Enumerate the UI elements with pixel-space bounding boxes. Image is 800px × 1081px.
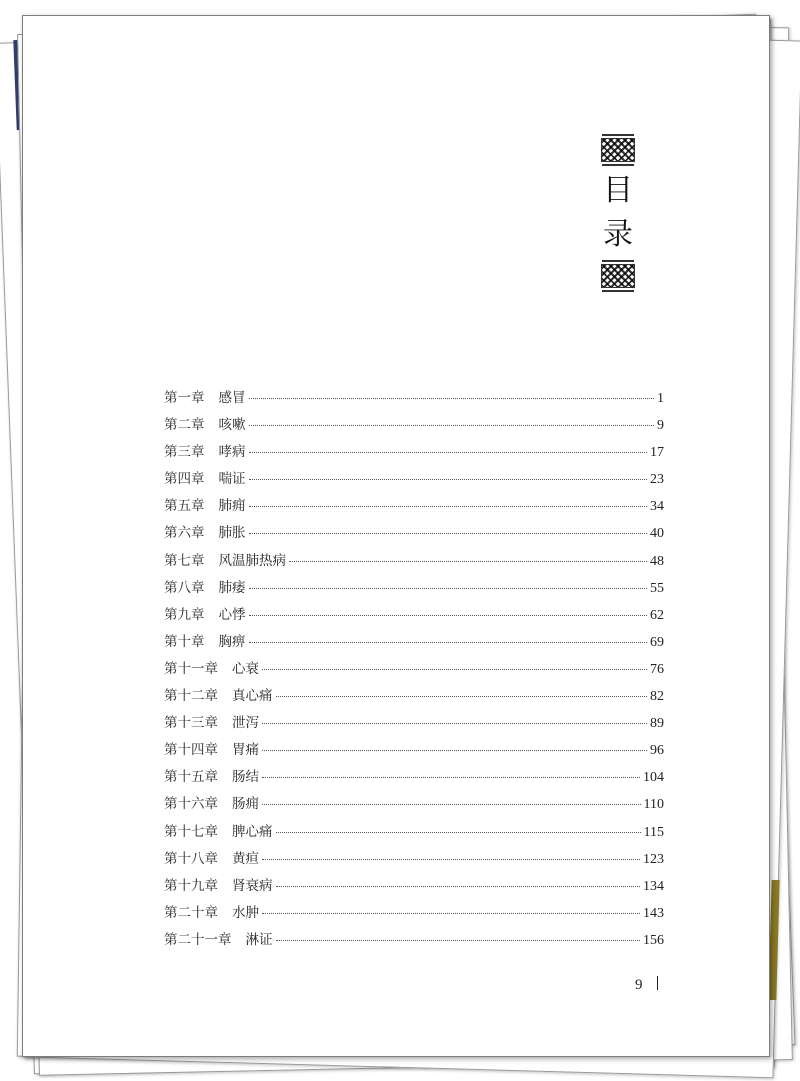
- chapter-title: 感冒: [218, 390, 246, 406]
- chapter-page: 110: [643, 797, 664, 813]
- chapter-page: 9: [657, 418, 664, 434]
- chapter-number: 第三章: [164, 444, 205, 461]
- chapter-number: 第八章: [164, 579, 205, 596]
- document-page: [22, 15, 770, 1057]
- toc-entry[interactable]: [164, 657, 664, 684]
- dot-leader: [262, 804, 641, 805]
- dot-leader: [276, 832, 641, 833]
- chapter-title: 咳嗽: [218, 417, 246, 434]
- dot-leader: [262, 777, 640, 778]
- table-of-contents: [164, 386, 664, 955]
- folio-rule: [657, 976, 658, 990]
- contents-heading: [601, 138, 635, 288]
- chapter-page: 134: [643, 878, 664, 894]
- chapter-page: 55: [650, 580, 664, 596]
- chapter-number: 第十五章: [164, 769, 218, 786]
- dot-leader: [249, 425, 655, 426]
- chapter-number: 第二十一章: [164, 931, 232, 948]
- toc-entry[interactable]: [164, 684, 664, 711]
- chapter-title: 肾衰病: [232, 877, 273, 894]
- chapter-title: 肠结: [232, 769, 259, 786]
- chapter-title: 肺痈: [218, 498, 246, 515]
- toc-entry[interactable]: [164, 549, 664, 576]
- chapter-title: 真心痛: [232, 688, 273, 705]
- chapter-title: 淋证: [245, 931, 273, 948]
- dot-leader: [262, 723, 647, 724]
- chapter-number: 第一章: [164, 390, 205, 406]
- toc-entry[interactable]: [164, 413, 664, 440]
- toc-entry[interactable]: [164, 928, 664, 955]
- folio-number: 9: [635, 977, 643, 993]
- chapter-page: 123: [643, 851, 664, 867]
- toc-entry[interactable]: [164, 440, 664, 467]
- ornament-bottom-icon: [601, 264, 635, 288]
- chapter-page: 62: [650, 607, 664, 623]
- chapter-number: 第十章: [164, 633, 205, 650]
- chapter-title: 肠痈: [232, 796, 259, 813]
- dot-leader: [276, 886, 641, 887]
- chapter-number: 第七章: [164, 552, 205, 569]
- chapter-title: 胃痛: [232, 742, 259, 759]
- chapter-title: 胸痹: [218, 633, 246, 650]
- page-number: [635, 976, 658, 994]
- chapter-page: 82: [650, 689, 664, 705]
- toc-entry[interactable]: [164, 576, 664, 603]
- chapter-number: 第十九章: [164, 877, 218, 894]
- dot-leader: [249, 615, 648, 616]
- toc-entry[interactable]: [164, 467, 664, 494]
- chapter-page: 76: [650, 661, 664, 677]
- toc-entry[interactable]: [164, 901, 664, 928]
- chapter-title: 肺胀: [218, 525, 246, 542]
- chapter-number: 第十四章: [164, 742, 218, 759]
- toc-entry[interactable]: [164, 765, 664, 792]
- chapter-title: 心悸: [218, 606, 246, 623]
- chapter-number: 第十七章: [164, 823, 218, 840]
- toc-entry[interactable]: [164, 386, 664, 413]
- toc-entry[interactable]: [164, 521, 664, 548]
- dot-leader: [262, 859, 640, 860]
- chapter-number: 第九章: [164, 606, 205, 623]
- chapter-page: 89: [650, 716, 664, 732]
- chapter-number: 第四章: [164, 471, 205, 488]
- dot-leader: [249, 452, 648, 453]
- chapter-page: 1: [657, 391, 664, 406]
- chapter-title: 泄泻: [232, 715, 259, 732]
- dot-leader: [249, 642, 648, 643]
- chapter-number: 第二十章: [164, 904, 218, 921]
- chapter-number: 第五章: [164, 498, 205, 515]
- chapter-title: 风温肺热病: [218, 552, 286, 569]
- chapter-page: 23: [650, 472, 664, 488]
- heading-char: 目: [603, 173, 633, 208]
- dot-leader: [249, 588, 648, 589]
- chapter-title: 哮病: [218, 444, 246, 461]
- chapter-number: 第十一章: [164, 660, 218, 677]
- toc-entry[interactable]: [164, 738, 664, 765]
- chapter-page: 40: [650, 526, 664, 542]
- dot-leader: [262, 750, 647, 751]
- chapter-title: 喘证: [218, 471, 246, 488]
- toc-entry[interactable]: [164, 847, 664, 874]
- toc-entry[interactable]: [164, 630, 664, 657]
- chapter-number: 第六章: [164, 525, 205, 542]
- dot-leader: [276, 940, 641, 941]
- chapter-page: 104: [643, 770, 664, 786]
- toc-entry[interactable]: [164, 711, 664, 738]
- ornament-top-icon: [601, 138, 635, 162]
- heading-char: 录: [603, 217, 633, 252]
- chapter-number: 第十二章: [164, 688, 218, 705]
- chapter-title: 肺痿: [218, 579, 246, 596]
- chapter-page: 69: [650, 634, 664, 650]
- toc-entry[interactable]: [164, 874, 664, 901]
- chapter-title: 黄疸: [232, 850, 259, 867]
- dot-leader: [262, 669, 647, 670]
- toc-entry[interactable]: [164, 603, 664, 630]
- chapter-number: 第十六章: [164, 796, 218, 813]
- dot-leader: [249, 506, 648, 507]
- chapter-number: 第十八章: [164, 850, 218, 867]
- chapter-title: 水肿: [232, 904, 259, 921]
- chapter-page: 34: [650, 499, 664, 515]
- dot-leader: [249, 479, 648, 480]
- dot-leader: [249, 533, 648, 534]
- chapter-page: 48: [650, 553, 664, 569]
- toc-entry[interactable]: [164, 820, 664, 847]
- chapter-title: 心衰: [232, 660, 259, 677]
- dot-leader: [276, 696, 648, 697]
- chapter-number: 第二章: [164, 417, 205, 434]
- dot-leader: [249, 398, 655, 399]
- chapter-page: 143: [643, 905, 664, 921]
- chapter-page: 115: [643, 824, 664, 840]
- toc-entry[interactable]: [164, 792, 664, 819]
- chapter-page: 96: [650, 743, 664, 759]
- toc-entry[interactable]: [164, 494, 664, 521]
- chapter-title: 脾心痛: [232, 823, 273, 840]
- dot-leader: [289, 561, 647, 562]
- chapter-page: 17: [650, 445, 664, 461]
- chapter-page: 156: [643, 932, 664, 948]
- chapter-number: 第十三章: [164, 715, 218, 732]
- dot-leader: [262, 913, 640, 914]
